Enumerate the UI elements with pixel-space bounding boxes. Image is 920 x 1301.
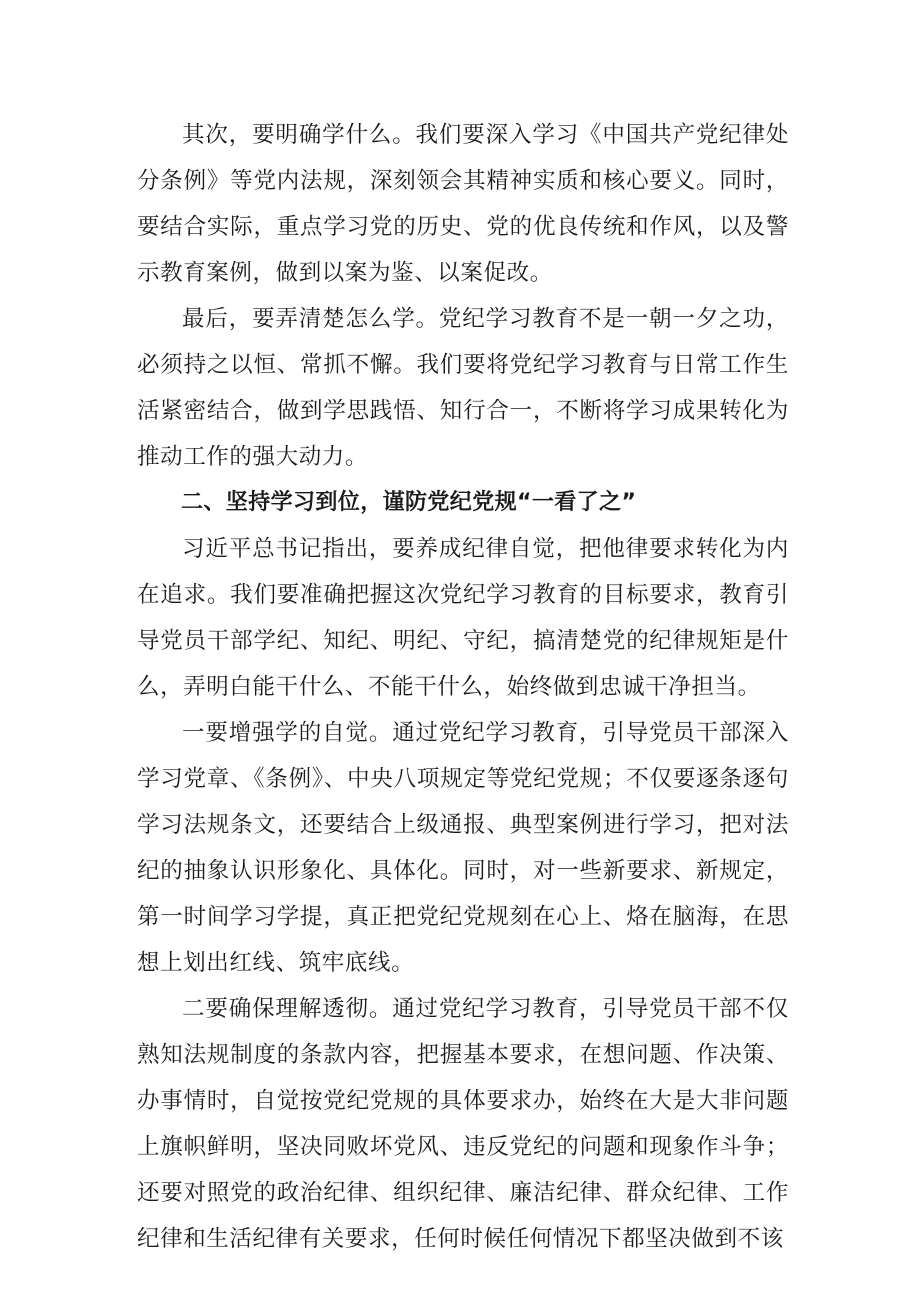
paragraph-study-what: 其次，要明确学什么。我们要深入学习《中国共产党纪律处分条例》等党内法规，深刻领会其精神实质和核心要义。同时，要结合实际，重点学习党的历史、党的优良传统和作风，以及警示教育案例，做到以案为鉴、以案促改。 bbox=[137, 122, 789, 286]
paragraph-study-how: 最后，要弄清楚怎么学。党纪学习教育不是一朝一夕之功，必须持之以恒、常抓不懈。我们要将党纪学习教育与日常工作生活紧密结合，做到学思践悟、知行合一，不断将学习成果转化为推动工作的强大动力。 bbox=[137, 306, 789, 470]
paragraph-understanding: 二要确保理解透彻。通过党纪学习教育，引导党员干部不仅熟知法规制度的条款内容，把握基本要求，在想问题、作决策、办事情时，自觉按党纪党规的具体要求办，始终在大是大非问题上旗帜鲜明，坚决同败坏党风、违反党纪的问题和现象作斗争；还要对照党的政治纪律、组织纪律、廉洁纪律、群众纪律、工作纪律和生活纪律有关要求，任何时候任何情况下都坚决做到不该 bbox=[137, 996, 789, 1252]
section-heading: 二、坚持学习到位，谨防党纪党规“一看了之” bbox=[181, 490, 637, 515]
paragraph-self-consciousness: 一要增强学的自觉。通过党纪学习教育，引导党员干部深入学习党章、《条例》、中央八项规定等党纪党规；不仅要逐条逐句学习法规条文，还要结合上级通报、典型案例进行学习，把对法纪的抽象认识形象化、具体化。同时，对一些新要求、新规定，第一时间学习学提，真正把党纪党规刻在心上、烙在脑海，在思想上划出红线、筑牢底线。 bbox=[137, 720, 789, 976]
paragraph-xi-quote: 习近平总书记指出，要养成纪律自觉，把他律要求转化为内在追求。我们要准确把握这次党纪学习教育的目标要求，教育引导党员干部学纪、知纪、明纪、守纪，搞清楚党的纪律规矩是什么，弄明白能干什么、不能干什么，始终做到忠诚干净担当。 bbox=[137, 536, 789, 700]
document-body bbox=[137, 112, 789, 1262]
